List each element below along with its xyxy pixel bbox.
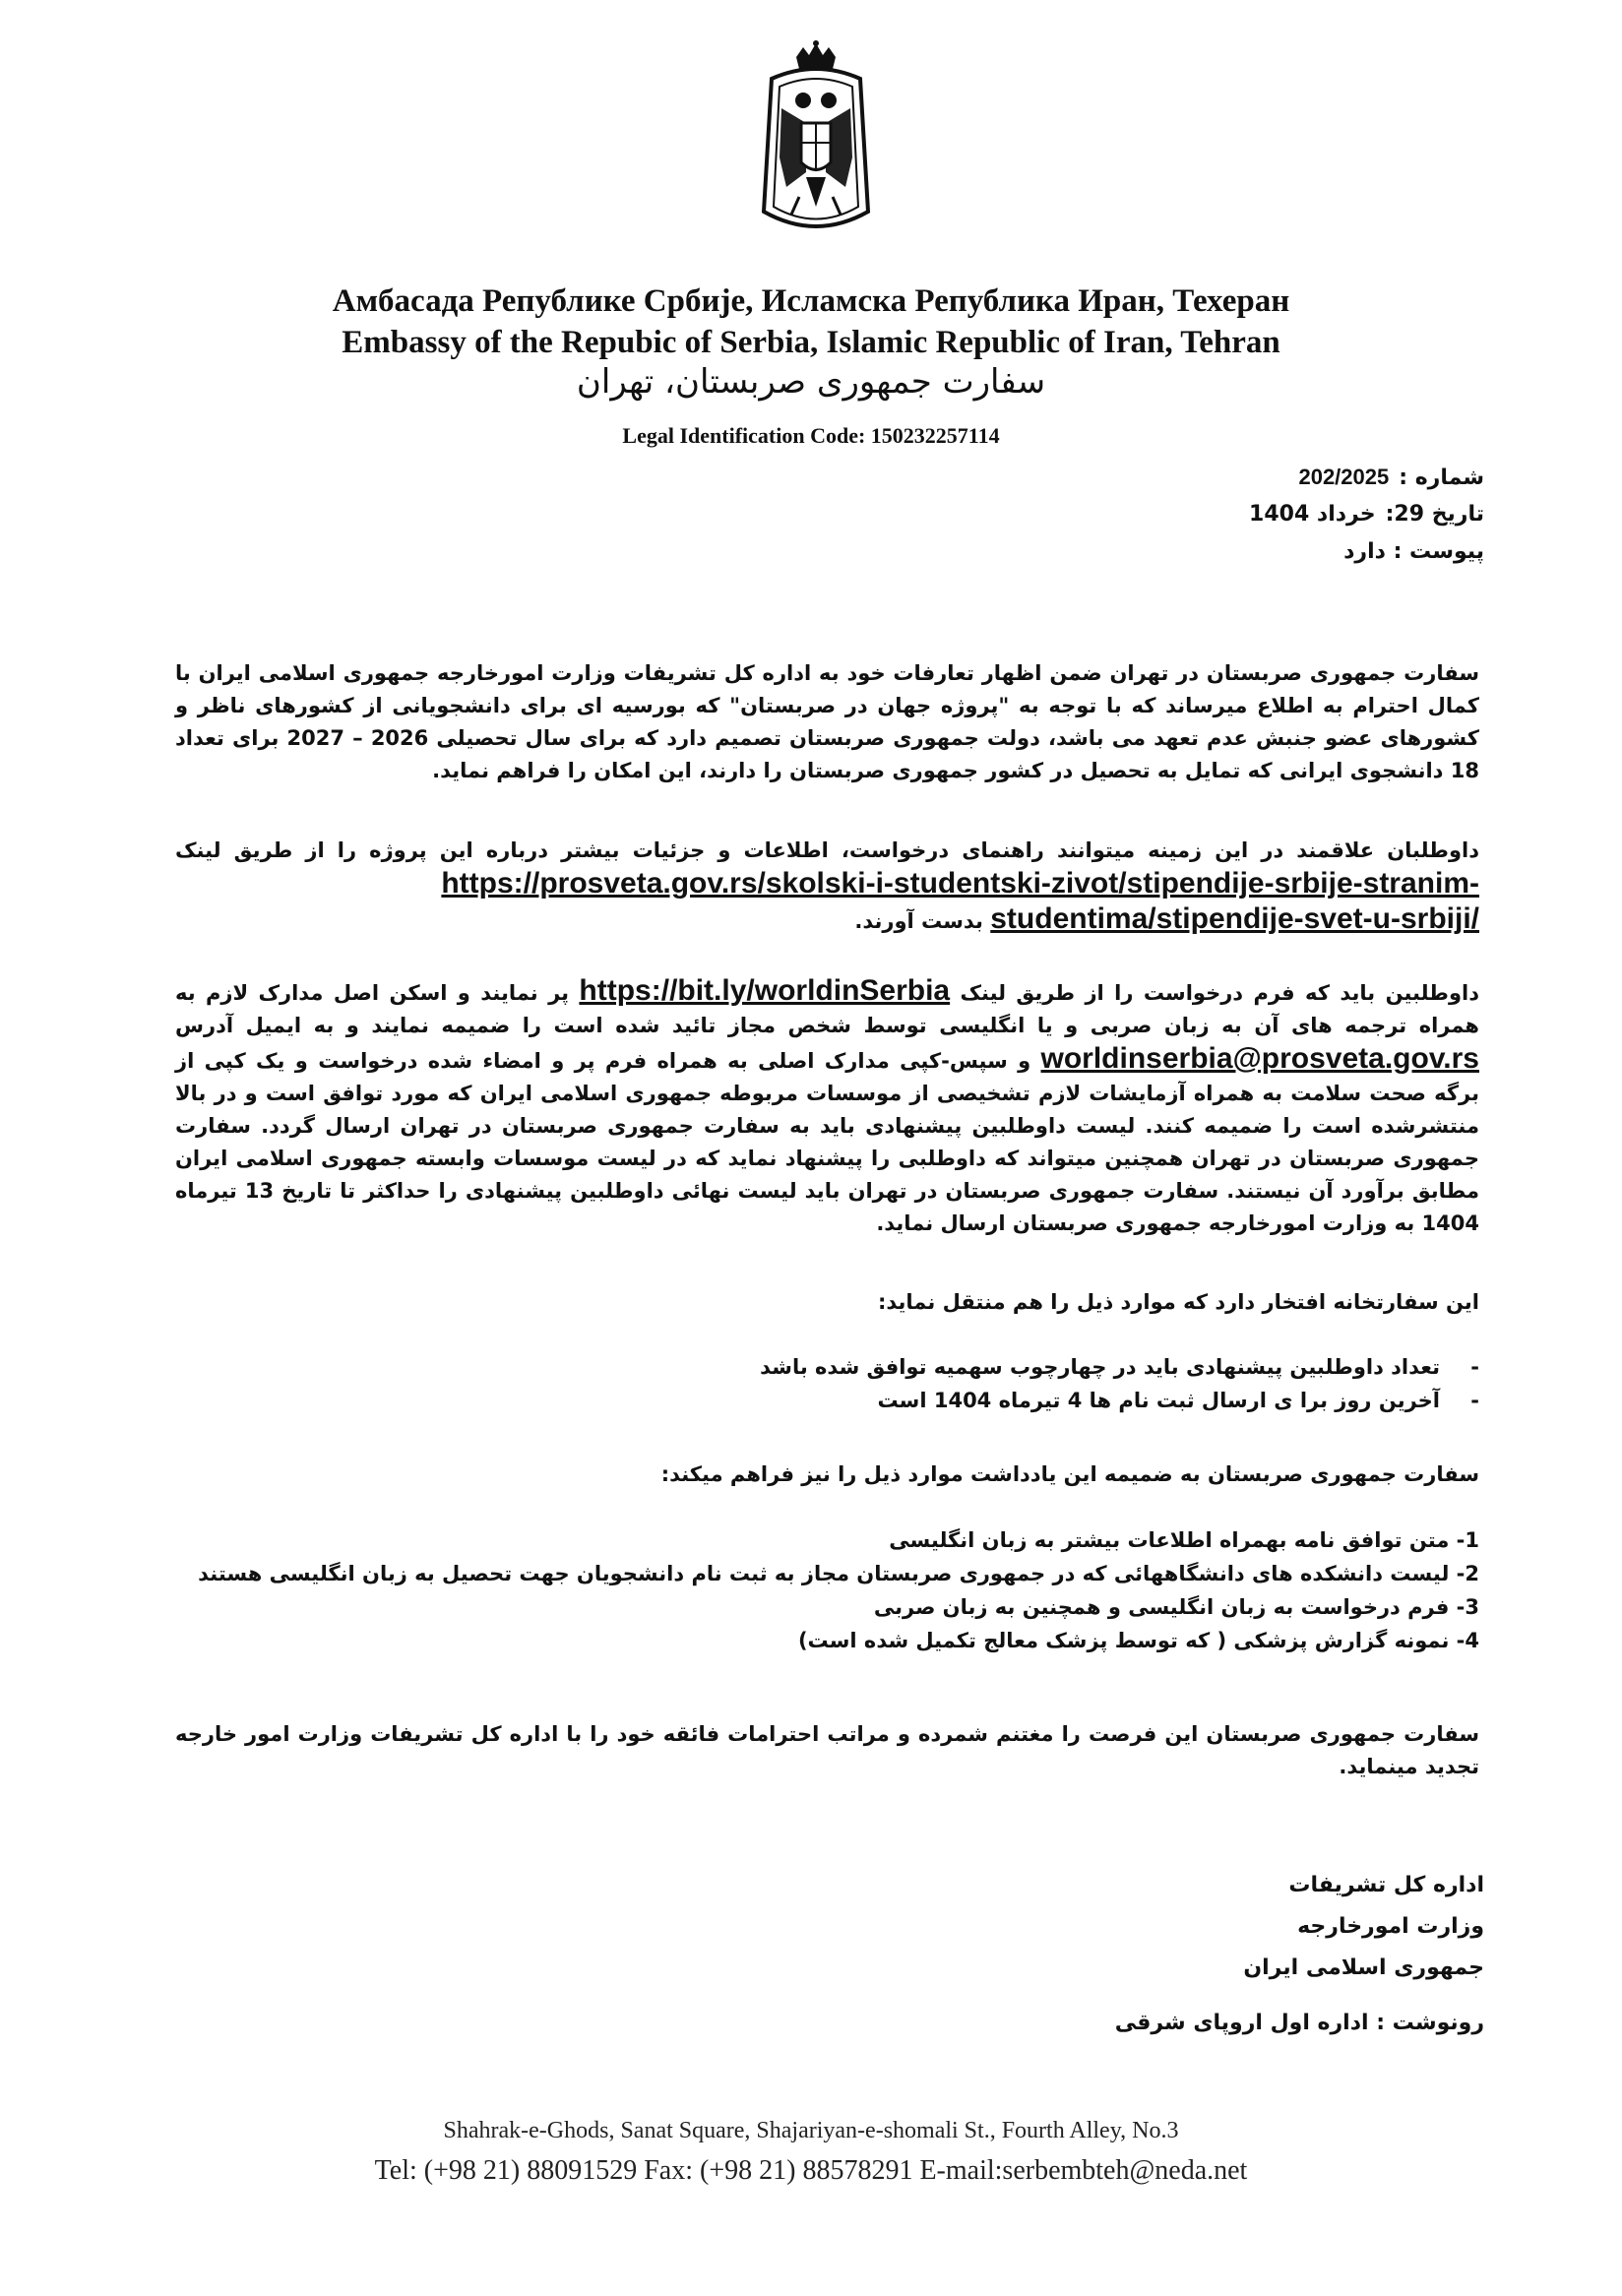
application-email-link[interactable]: worldinserbia@prosveta.gov.rs: [1040, 1042, 1479, 1075]
prosveta-scholarship-link[interactable]: https://prosveta.gov.rs/skolski-i-studentski-zivot/stipendije-srbije-stranim-studentima/stipendije-svet-u-srbiji/: [441, 867, 1479, 935]
body-paragraph-5: سفارت جمهوری صربستان به ضمیمه این یادداشت موارد ذیل را نیز فراهم میکند:: [660, 1462, 1479, 1486]
paragraph-3-text-a: داوطلبین باید که فرم درخواست را از طریق لینک: [960, 981, 1479, 1005]
application-form-link[interactable]: https://bit.ly/worldinSerbia: [579, 974, 951, 1007]
paragraph-3-text-b: پر نمایند و اسکن اصل مدارک لازم به همراه ترجمه های آن به زبان صربی و یا انگلیسی توسط شخص مجاز تائید شده است را ضمیمه نمایند و به ایمیل آدرس: [175, 981, 1479, 1037]
body-paragraph-2: [175, 835, 1479, 938]
recipient-line-3: جمهوری اسلامی ایران: [1243, 1955, 1484, 1980]
paragraph-2-text-before: داوطلبان علاقمند در این زمینه میتوانند راهنمای درخواست، اطلاعات و جزئیات بیشتر درباره این پروژه را از طریق لینک: [175, 838, 1479, 862]
embassy-name-persian: سفارت جمهوری صربستان، تهران: [576, 362, 1046, 402]
list-item: - تعداد داوطلبین پیشنهادی باید در چهارچوب سهمیه توافق شده باشد: [175, 1350, 1479, 1384]
body-paragraph-1: سفارت جمهوری صربستان در تهران ضمن اظهار تعارفات خود به اداره کل تشریفات وزارت امورخارجه جمهوری اسلامی ایران با کمال احترام به اطلاع میرساند که با توجه به "پروژه جهان در صربستان" که بورسیه ای برای دانشجویانی از کشورهای ناظر و کشورهای عضو جنبش عدم تعهد می باشد، دولت جمهوری صربستان تصمیم دارد که برای سال تحصیلی 2026 – 2027 برای تعداد 18 دانشجوی ایرانی که تمایل به تحصیل در کشور جمهوری صربستان را دارند، این امکان را فراهم نماید.: [175, 661, 1479, 782]
list-item: - آخرین روز برا ی ارسال ثبت نام ها 4 تیرماه 1404 است: [175, 1384, 1479, 1417]
letter-attachment: پیوست : دارد: [1343, 539, 1484, 564]
list-item: 3- فرم درخواست به زبان انگلیسی و همچنین به زبان صربی: [873, 1595, 1479, 1619]
body-paragraph-6: سفارت جمهوری صربستان این فرصت را مغتنم شمرده و مراتب احترامات فائقه خود را با اداره کل تشریفات وزارت امور خارجه تجدید مینماید.: [175, 1722, 1479, 1778]
paragraph-3-text-c: و سپس-کپی مدارک اصلی به همراه فرم پر و امضاء شده درخواست و یک کپی از برگه صحت سلامت به همراه آزمایشات لازم تشخیصی از موسسات مربوطه جمهوری اسلامی ایران که مورد توافق است و در بالا منتشرشده است را ضمیمه کنند. لیست داوطلبین پیشنهادی باید به سفارت جمهوری صربستان در تهران ارسال گردد. سفارت جمهوری صربستان در تهران همچنین میتواند که داوطلبی را پیشنهاد نماید که در لیست موسسات وابسته جمهوری اسلامی ایران مطابق برآورد آن نیستند. سفارت جمهوری صربستان در تهران باید لیست نهائی داوطلبین پیشنهادی را حداکثر تا تاریخ 13 تیرماه 1404 به وزارت امورخارجه جمهوری صربستان ارسال نماید.: [175, 1049, 1479, 1235]
body-paragraph-4: این سفارتخانه افتخار دارد که موارد ذیل را هم منتقل نماید:: [878, 1290, 1479, 1314]
legal-identification-code: Legal Identification Code: 150232257114: [622, 423, 1000, 448]
carbon-copy-line: رونوشت : اداره اول اروپای شرقی: [1114, 2011, 1484, 2035]
body-paragraph-3: [175, 974, 1479, 1240]
list-item: 4- نمونه گزارش پزشکی ( که توسط پزشک معالج تکمیل شده است): [797, 1629, 1479, 1652]
recipient-block: [1115, 1865, 1484, 2044]
list-item: 1- متن توافق نامه بهمراه اطلاعات بیشتر به زبان انگلیسی: [889, 1528, 1479, 1552]
recipient-line-2: وزارت امورخارجه: [1297, 1914, 1484, 1939]
list-item: 2- لیست دانشکده های دانشگاههائی که در جمهوری صربستان مجاز به ثبت نام دانشجویان جهت تحصیل به زبان انگلیسی هستند: [198, 1562, 1479, 1585]
serbia-coat-of-arms-icon: [752, 39, 880, 251]
letter-number-value: 202/2025: [1298, 465, 1390, 489]
letter-number: [1298, 465, 1484, 490]
letter-date-label: تاریخ 29:: [1385, 502, 1484, 527]
letter-number-label: شماره :: [1399, 465, 1484, 490]
bullet-dash-icon: -: [1470, 1389, 1479, 1412]
footer-contact: Tel: (+98 21) 88091529 Fax: (+98 21) 88578291 E-mail:serbembteh@neda.net: [374, 2155, 1248, 2186]
footer-address: Shahrak-e-Ghods, Sanat Square, Shajariyan-e-shomali St., Fourth Alley, No.3: [443, 2118, 1179, 2143]
attachments-list: [175, 1523, 1479, 1657]
paragraph-2-text-after: بدست آورند.: [854, 909, 983, 933]
recipient-line-1: اداره کل تشریفات: [1288, 1873, 1484, 1897]
letter-date: [1249, 502, 1484, 527]
embassy-name-serbian: Амбасада Републике Србије, Исламска Република Иран, Техеран: [332, 283, 1290, 319]
conditions-list: [175, 1350, 1479, 1417]
bullet-dash-icon: -: [1470, 1355, 1479, 1379]
embassy-name-english: Embassy of the Repubic of Serbia, Islamic Republic of Iran, Tehran: [342, 325, 1280, 360]
letter-date-value: خرداد 1404: [1249, 502, 1376, 527]
